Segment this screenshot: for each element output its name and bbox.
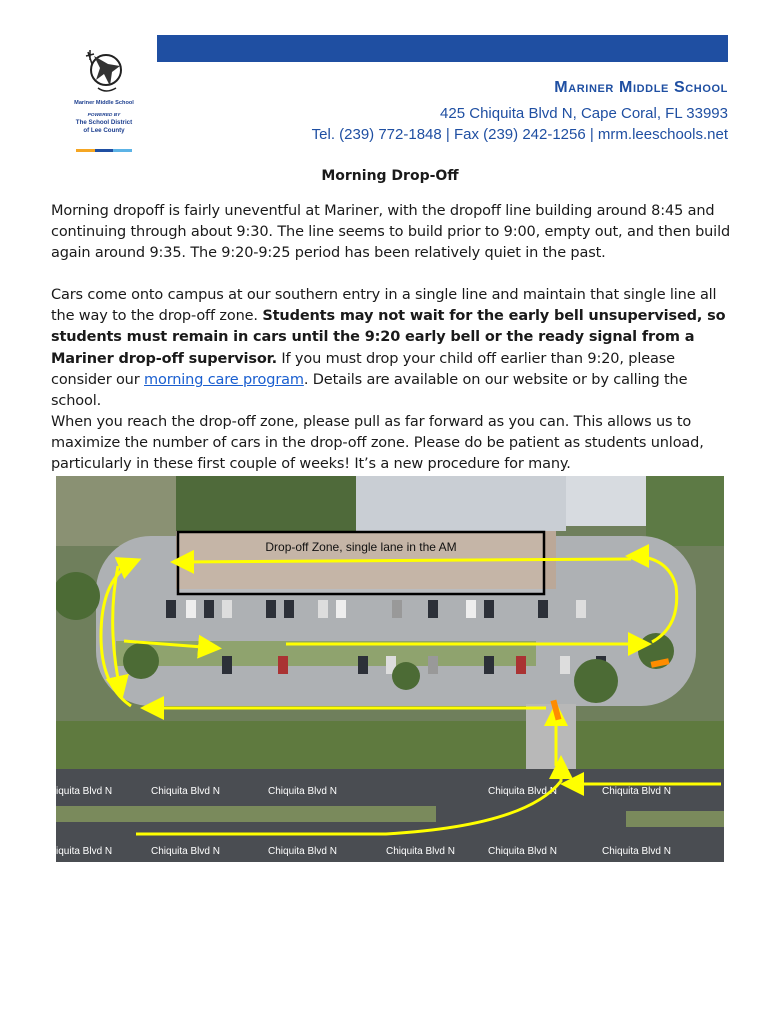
car xyxy=(516,656,526,674)
car xyxy=(428,600,438,618)
car xyxy=(466,600,476,618)
dropoff-zone-label: Drop-off Zone, single lane in the AM xyxy=(265,540,457,554)
logo-powered-by: POWERED BY xyxy=(87,113,121,118)
street-label: iquita Blvd N xyxy=(56,846,113,857)
street-label: Chiquita Blvd N xyxy=(488,786,557,797)
aerial-map-svg xyxy=(56,476,724,862)
car xyxy=(336,600,346,618)
dropoff-map xyxy=(56,476,724,862)
car xyxy=(428,656,438,674)
street-label: Chiquita Blvd N xyxy=(268,786,337,797)
entry-text-end: . Details are available on our website or by calling the school. xyxy=(51,371,688,410)
car xyxy=(538,600,548,618)
morning-care-link[interactable]: morning care program xyxy=(144,371,304,388)
intro-paragraph: Morning dropoff is fairly uneventful at Mariner, with the dropoff line building around 8:45 and continuing through about 9:30. The line seems to build prior to 9:00, empty out, and then build again around 9:35. The 9:20-9:25 period has been relatively quiet in the past. xyxy=(51,203,730,262)
car xyxy=(318,600,328,618)
entry-driveway xyxy=(526,704,576,769)
car xyxy=(392,600,402,618)
trees-top-right xyxy=(646,476,724,546)
school-contact: Tel. (239) 772-1848 | Fax (239) 242-1256 | mrm.leeschools.net xyxy=(311,126,728,143)
logo-school-label: Mariner Middle School xyxy=(74,100,134,106)
street-label: iquita Blvd N xyxy=(56,786,113,797)
tree xyxy=(392,662,420,690)
entry-text-mid: If you must drop your child off earlier than 9:20, please consider our xyxy=(51,350,675,388)
entry-paragraph xyxy=(51,285,731,412)
car xyxy=(222,600,232,618)
street-label: Chiquita Blvd N xyxy=(151,786,220,797)
street-label: Chiquita Blvd N xyxy=(268,846,337,857)
street-label: Chiquita Blvd N xyxy=(602,786,671,797)
school-name: Mariner Middle School xyxy=(554,79,728,96)
road-median-right xyxy=(626,811,724,827)
car xyxy=(186,600,196,618)
header-bar xyxy=(157,35,728,62)
logo xyxy=(52,36,156,144)
car xyxy=(484,600,494,618)
car xyxy=(204,600,214,618)
logo-stripe-lightblue xyxy=(113,149,132,152)
school-building-2 xyxy=(566,476,646,526)
logo-stripe-blue xyxy=(95,149,114,152)
logo-district-line2: of Lee County xyxy=(83,126,125,134)
tree xyxy=(574,659,618,703)
dropoff-zone-paragraph: When you reach the drop-off zone, please pull as far forward as you can. This allows us to maximize the number of cars in the drop-off zone. Please do be patient as students unload, particularly in these first couple of weeks! It’s a new procedure for many. xyxy=(51,414,704,473)
grass-strip xyxy=(56,721,724,769)
trees-top-mid xyxy=(176,476,356,536)
street-label: Chiquita Blvd N xyxy=(386,846,455,857)
car xyxy=(266,600,276,618)
car xyxy=(278,656,288,674)
street-label: Chiquita Blvd N xyxy=(602,846,671,857)
trees-top-left xyxy=(56,476,176,546)
tree xyxy=(123,643,159,679)
car xyxy=(576,600,586,618)
street-label: Chiquita Blvd N xyxy=(151,846,220,857)
car xyxy=(284,600,294,618)
logo-district-line1: The School District xyxy=(75,119,133,126)
car xyxy=(358,656,368,674)
entry-text-start: Cars come onto campus at our southern entry in a single line and maintain that single line all the way to the drop-off zone. xyxy=(51,287,717,325)
page-title: Morning Drop-Off xyxy=(321,168,459,184)
school-building xyxy=(356,476,566,531)
road-median xyxy=(56,806,436,822)
car xyxy=(222,656,232,674)
logo-district xyxy=(52,119,156,134)
car xyxy=(560,656,570,674)
logo-stripe-orange xyxy=(76,149,95,152)
street-label: Chiquita Blvd N xyxy=(488,846,557,857)
car xyxy=(166,600,176,618)
mariner-emblem-icon xyxy=(80,46,128,98)
school-address: 425 Chiquita Blvd N, Cape Coral, FL 33993 xyxy=(440,105,728,122)
car xyxy=(484,656,494,674)
logo-stripes xyxy=(76,137,132,140)
supervision-warning: Students may not wait for the early bell unsupervised, so students must remain in cars until the 9:20 early bell or the ready signal from a Mariner drop-off supervisor. xyxy=(51,308,726,367)
